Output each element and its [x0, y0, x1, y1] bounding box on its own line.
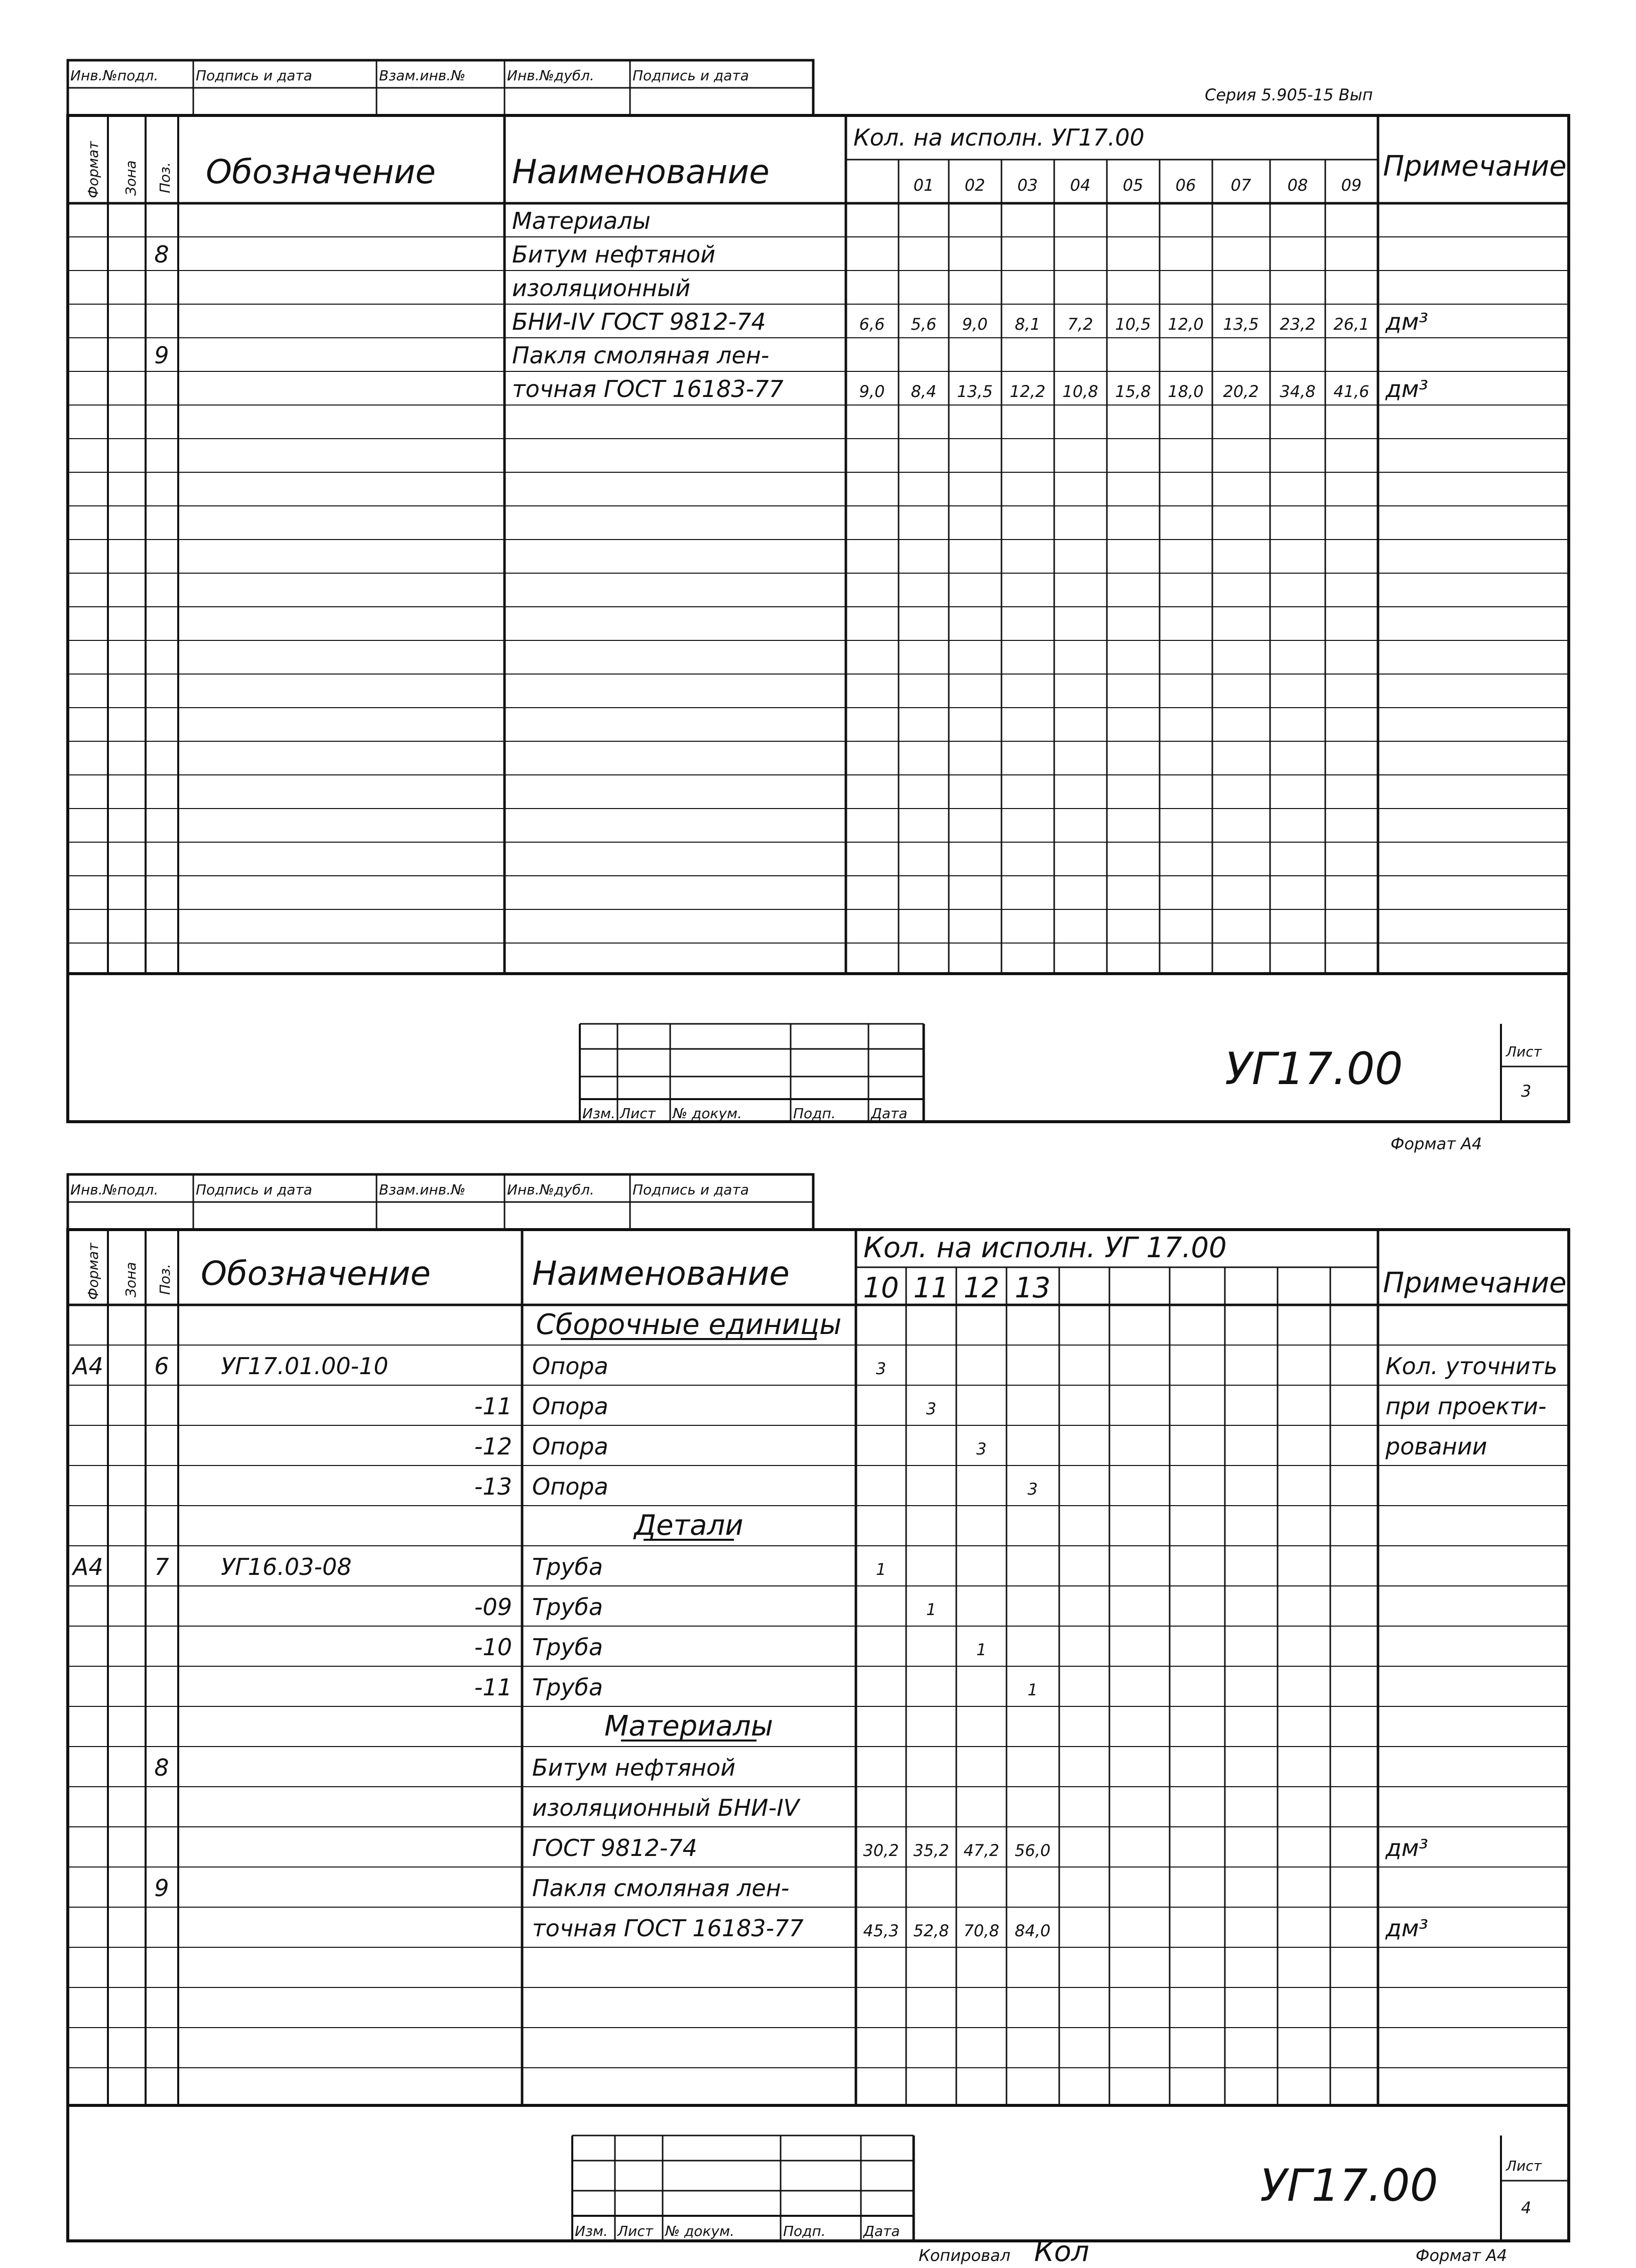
qty-value: 15,8 [1115, 382, 1151, 401]
qty-column-header: 09 [1341, 176, 1362, 195]
note-text: при проекти- [1386, 1393, 1547, 1420]
stamp-label: Подпись и дата [196, 1181, 312, 1198]
qty-column-header: 06 [1175, 176, 1196, 195]
item-name: изоляционный БНИ-IV [532, 1794, 800, 1821]
qty-value: 30,2 [863, 1841, 899, 1860]
stamp-label: Инв.№подл. [70, 1181, 159, 1198]
qty-value: 5,6 [911, 315, 937, 334]
tb-label-date: Дата [871, 1105, 908, 1122]
item-name: Материалы [512, 207, 651, 234]
item-name: точная ГОСТ 16183-77 [512, 375, 784, 403]
designation-suffix: -12 [474, 1433, 512, 1460]
item-name: Битум нефтяной [532, 1754, 736, 1781]
note-text: Кол. уточнить [1386, 1353, 1558, 1380]
designation: УГ16.03-08 [221, 1553, 352, 1580]
qty-header: Кол. на исполн. УГ17.00 [853, 124, 1145, 151]
qty-column-header: 10 [863, 1272, 899, 1304]
position-number: 9 [154, 1875, 169, 1902]
stamp-label: Подпись и дата [633, 67, 749, 84]
item-name: ГОСТ 9812-74 [532, 1834, 697, 1861]
tb-label-sign: Подп. [793, 1105, 836, 1122]
stamp-label: Инв.№дубл. [507, 1181, 594, 1198]
qty-value: 13,5 [957, 382, 993, 401]
qty-column-header: 12 [963, 1272, 999, 1304]
qty-column-header: 03 [1017, 176, 1038, 195]
qty-value: 10,5 [1115, 315, 1151, 334]
item-name: Труба [532, 1553, 603, 1580]
designation-suffix: -11 [474, 1674, 512, 1701]
qty-value: 23,2 [1280, 315, 1316, 334]
qty-column-header: 11 [913, 1272, 949, 1304]
qty-value: 8,1 [1015, 315, 1041, 334]
stamp-label: Инв.№подл. [70, 67, 159, 84]
tb-label-sheet: Лист [617, 2223, 653, 2239]
designation-suffix: -09 [474, 1593, 512, 1621]
section-title: Материалы [604, 1710, 773, 1743]
note-text: дм³ [1386, 1915, 1428, 1942]
col-format-header: Формат [85, 141, 101, 198]
tb-label-change: Изм. [575, 2223, 608, 2239]
qty-value: 26,1 [1333, 315, 1369, 334]
item-name: точная ГОСТ 16183-77 [532, 1915, 804, 1942]
item-name: Опора [532, 1353, 608, 1380]
series-label: Серия 5.905-15 Вып [1205, 85, 1373, 104]
qty-value: 47,2 [963, 1841, 999, 1860]
qty-value: 12,2 [1010, 382, 1046, 401]
qty-value: 18,0 [1168, 382, 1204, 401]
copied-signature: Кол [1034, 2235, 1089, 2266]
position-number: 6 [154, 1353, 169, 1380]
item-name: Битум нефтяной [512, 241, 716, 268]
format-code: А4 [73, 1553, 103, 1580]
document-code: УГ17.00 [1260, 2160, 1438, 2211]
qty-value: 3 [875, 1359, 887, 1378]
qty-value: 12,0 [1168, 315, 1204, 334]
col-pos-header: Поз. [157, 1264, 173, 1295]
section-title: Детали [634, 1509, 743, 1542]
qty-value: 20,2 [1223, 382, 1259, 401]
copied-label: Копировал [919, 2246, 1011, 2265]
stamp-label: Взам.инв.№ [379, 67, 466, 84]
item-name: изоляционный [512, 275, 691, 302]
item-name: Труба [532, 1674, 603, 1701]
section-title: Сборочные единицы [536, 1308, 842, 1341]
designation-suffix: -10 [474, 1634, 512, 1661]
qty-column-header: 05 [1122, 176, 1144, 195]
col-note-header: Примечание [1383, 1267, 1567, 1299]
qty-value: 45,3 [863, 1921, 899, 1940]
sheet-number: 3 [1521, 1082, 1532, 1101]
qty-value: 6,6 [859, 315, 885, 334]
qty-column-header: 07 [1230, 176, 1251, 195]
qty-value: 3 [1027, 1480, 1038, 1499]
item-name: Опора [532, 1393, 608, 1420]
qty-column-header: 04 [1070, 176, 1091, 195]
qty-value: 52,8 [913, 1921, 949, 1940]
qty-value: 10,8 [1062, 382, 1098, 401]
qty-value: 41,6 [1333, 382, 1369, 401]
qty-column-header: 01 [913, 176, 934, 195]
col-format-header: Формат [85, 1243, 101, 1300]
col-zone-header: Зона [122, 160, 139, 196]
designation: УГ17.01.00-10 [221, 1353, 389, 1380]
sheet-label: Лист [1506, 1043, 1542, 1060]
item-name: Труба [532, 1593, 603, 1621]
qty-value: 1 [926, 1600, 937, 1619]
note-text: дм³ [1386, 375, 1428, 403]
qty-value: 70,8 [963, 1921, 999, 1940]
qty-value: 34,8 [1280, 382, 1316, 401]
col-designation-header: Обозначение [206, 153, 436, 191]
tb-label-date: Дата [863, 2223, 900, 2239]
col-name-header: Наименование [512, 153, 770, 191]
item-name: Пакля смоляная лен- [532, 1875, 790, 1902]
stamp-label: Инв.№дубл. [507, 67, 594, 84]
item-name: Труба [532, 1634, 603, 1661]
qty-value: 9,0 [859, 382, 885, 401]
col-designation-header: Обозначение [201, 1254, 431, 1293]
designation-suffix: -13 [474, 1473, 512, 1500]
qty-column-header: 08 [1287, 176, 1308, 195]
tb-label-sign: Подп. [783, 2223, 826, 2239]
sheet-label: Лист [1506, 2158, 1542, 2174]
note-text: дм³ [1386, 1834, 1428, 1861]
tb-label-docno: № докум. [665, 2223, 735, 2239]
qty-value: 8,4 [911, 382, 937, 401]
position-number: 8 [154, 1754, 169, 1781]
qty-value: 56,0 [1015, 1841, 1051, 1860]
qty-value: 3 [976, 1439, 987, 1458]
qty-value: 13,5 [1223, 315, 1259, 334]
note-text: дм³ [1386, 308, 1428, 335]
qty-column-header: 02 [964, 176, 985, 195]
tb-label-change: Изм. [582, 1105, 615, 1122]
tb-label-sheet: Лист [620, 1105, 656, 1122]
qty-column-header: 13 [1015, 1272, 1051, 1304]
qty-value: 35,2 [913, 1841, 949, 1860]
item-name: Опора [532, 1473, 608, 1500]
item-name: Пакля смоляная лен- [512, 342, 770, 369]
col-pos-header: Поз. [157, 162, 173, 193]
qty-value: 1 [875, 1560, 887, 1579]
stamp-label: Подпись и дата [196, 67, 312, 84]
col-zone-header: Зона [122, 1262, 139, 1297]
stamp-label: Взам.инв.№ [379, 1181, 466, 1198]
qty-header: Кол. на исполн. УГ 17.00 [863, 1232, 1227, 1264]
format-label: Формат А4 [1416, 2246, 1507, 2265]
qty-value: 3 [926, 1399, 937, 1418]
position-number: 9 [154, 342, 169, 369]
document-code: УГ17.00 [1225, 1043, 1403, 1095]
col-note-header: Примечание [1383, 150, 1567, 183]
sheet-number: 4 [1521, 2198, 1532, 2217]
designation-suffix: -11 [474, 1393, 512, 1420]
position-number: 7 [154, 1553, 169, 1580]
item-name: Опора [532, 1433, 608, 1460]
item-name: БНИ-IV ГОСТ 9812-74 [512, 308, 766, 335]
qty-value: 9,0 [962, 315, 988, 334]
stamp-label: Подпись и дата [633, 1181, 749, 1198]
qty-value: 1 [976, 1640, 987, 1659]
qty-value: 84,0 [1015, 1921, 1051, 1940]
position-number: 8 [154, 241, 169, 268]
format-code: А4 [73, 1353, 103, 1380]
note-text: ровании [1386, 1433, 1487, 1460]
format-label: Формат А4 [1391, 1134, 1482, 1153]
col-name-header: Наименование [532, 1254, 790, 1293]
tb-label-docno: № докум. [673, 1105, 742, 1122]
qty-value: 1 [1027, 1680, 1038, 1699]
qty-value: 7,2 [1067, 315, 1093, 334]
